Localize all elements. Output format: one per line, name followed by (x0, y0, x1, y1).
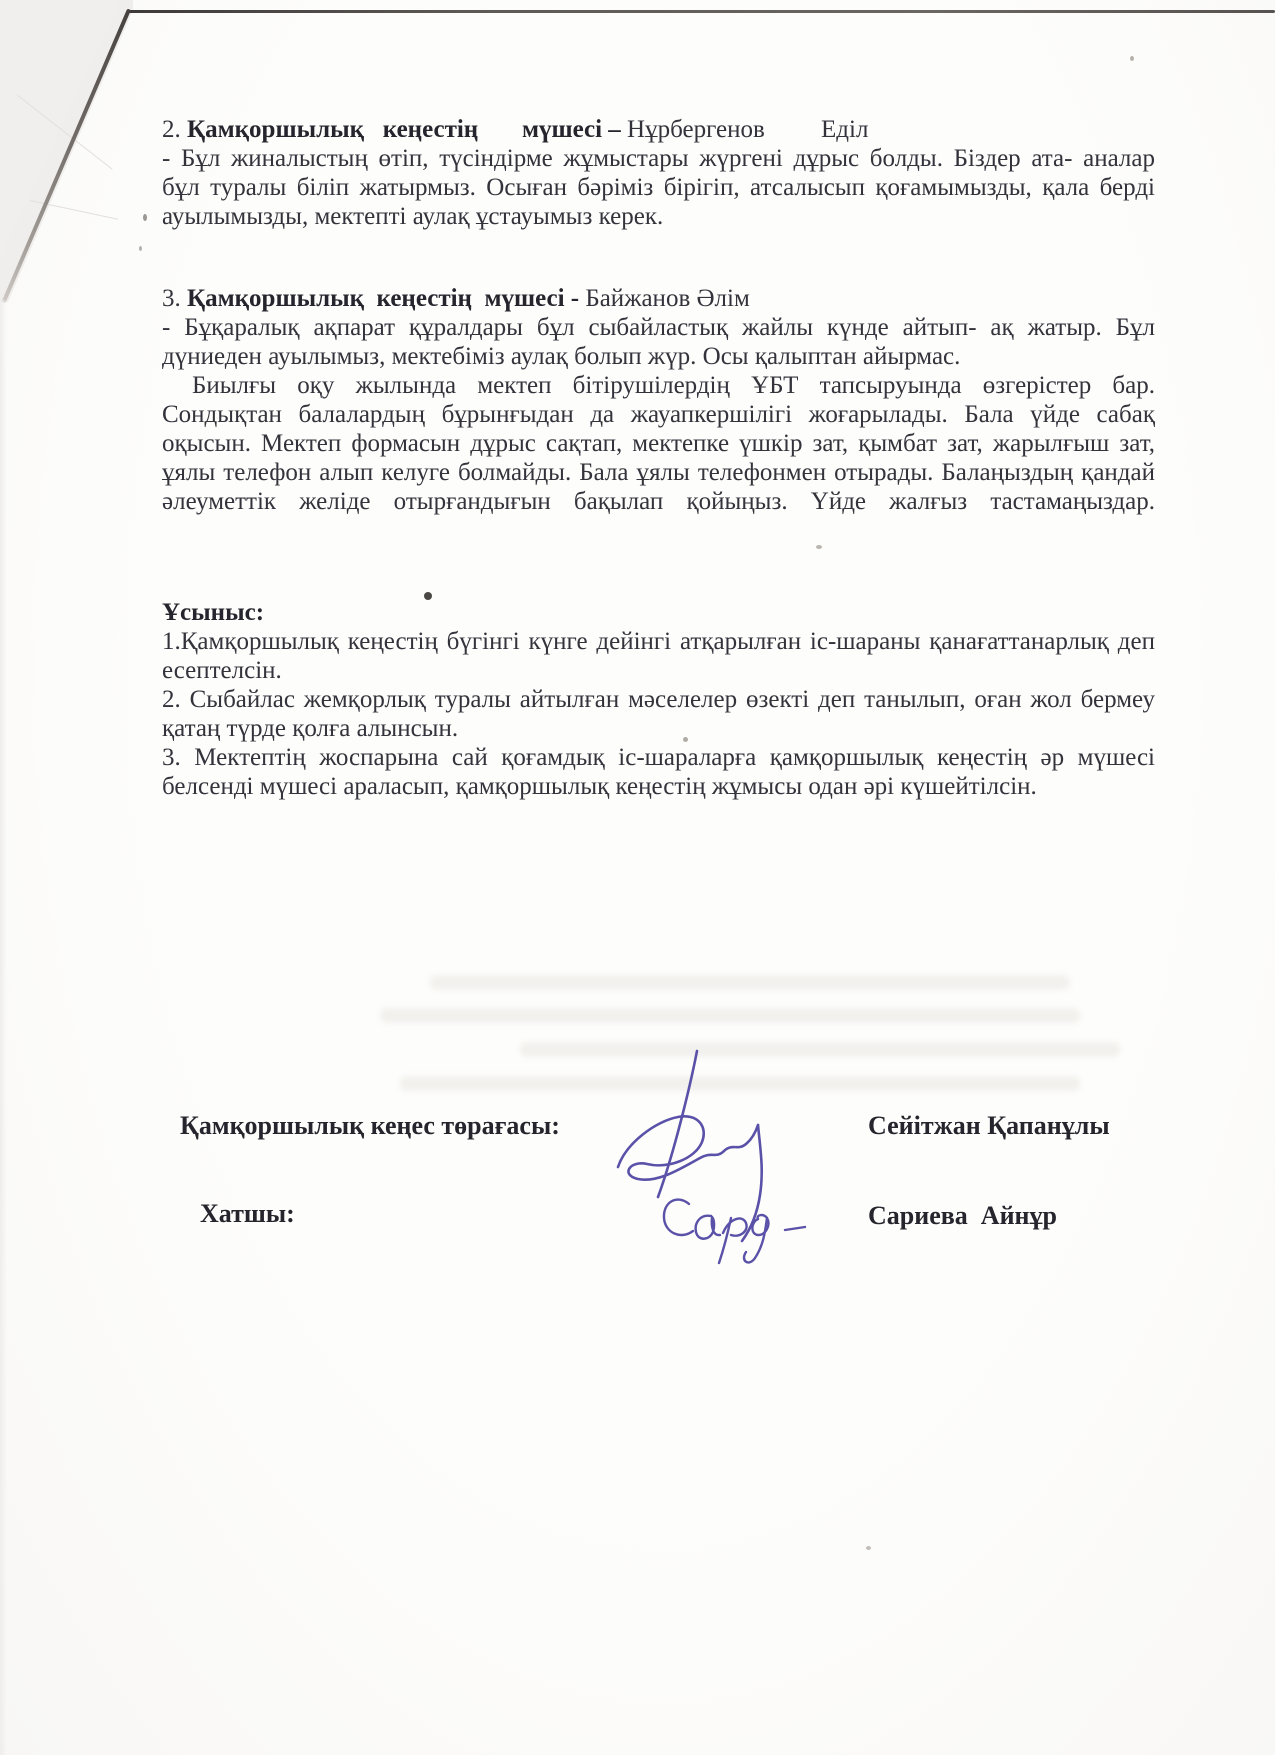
scan-speck (683, 737, 688, 742)
scan-speck (1130, 56, 1134, 61)
text-line: бұл туралы біліп жатырмыз. Осыған бәріміз бірігіп, атсалысып қоғамымызды, қала берді (162, 174, 1155, 201)
text-line: - Бұл жиналыстың өтіп, түсіндірме жұмыстары жүргені дұрыс болды. Біздер ата- аналар (162, 145, 1155, 172)
text-line: дүниеден ауылымыз, мектебіміз аулақ болып жүр. Осы қалыптан айырмас. (162, 343, 961, 370)
text-line: Сондықтан балалардың бұрынғыдан да жауапкершілігі жоғарылады. Бала үйде сабақ (162, 401, 1155, 428)
scan-speck (424, 592, 432, 600)
section-2-title: Қамқоршылық кеңестің мүшесі – (187, 116, 628, 143)
section-3-title: Қамқоршылық кеңестің мүшесі - (187, 285, 586, 312)
text-line: қатаң түрде қолға алынсын. (162, 715, 459, 742)
text-line: Биылғы оқу жылында мектеп бітірушілердің ҰБТ тапсыруында өзгерістер бар. (192, 372, 1155, 399)
chairman-label: Қамқоршылық кеңес төрағасы: (180, 1111, 560, 1140)
section-3 (162, 284, 1155, 516)
chairman-name: Сейітжан Қапанұлы (868, 1111, 1110, 1140)
secretary-name: Сариева Айнұр (868, 1201, 1057, 1230)
bleedthrough-mark (430, 975, 1070, 990)
text-line: оқысын. Мектеп формасын дұрыс сақтап, мектепке үшкір зат, қымбат зат, жарылғыш зат, (162, 430, 1155, 457)
text-line: - Бұқаралық ақпарат құралдары бұл сыбайластық жайлы күнде айтып- ақ жатыр. Бұл (162, 314, 1155, 341)
text-line: есептелсін. (162, 657, 282, 684)
proposal-heading: Ұсыныс: (162, 599, 265, 626)
text-line: белсенді мүшесі араласып, қамқоршылық кеңестің жұмысы одан әрі күшейтілсін. (162, 773, 1037, 800)
text-line: әлеуметтік желіде отырғандығын бақылап қойыңыз. Үйде жалғыз тастамаңыздар. (162, 488, 1155, 515)
scan-speck (139, 246, 142, 251)
proposal-section (162, 598, 1155, 801)
section-2-speaker-name: Нұрбергенов Еділ (627, 116, 869, 143)
text-line: 1.Қамқоршылық кеңестің бүгінгі күнге дейінгі атқарылған іс-шараны қанағаттанарлық деп (162, 628, 1155, 655)
text-line: 3. Мектептің жоспарына сай қоғамдық іс-шараларға қамқоршылық кеңестің әр мүшесі (162, 744, 1155, 771)
secretary-label: Хатшы: (200, 1199, 295, 1228)
scan-speck (143, 214, 147, 221)
text-line: ауылымызды, мектепті аулақ ұстауымыз керек. (162, 203, 664, 230)
text-line: 2. Сыбайлас жемқорлық туралы айтылған мәселелер өзекті деп танылып, оған жол бермеу (162, 686, 1155, 713)
scan-top-edge-shadow (128, 10, 1275, 13)
text-line: ұялы телефон алып келуге болмайды. Бала ұялы телефонмен отырады. Балаңыздың қандай (162, 459, 1155, 486)
scan-speck (816, 545, 822, 549)
bleedthrough-mark (380, 1008, 1080, 1023)
scan-left-edge-shade (0, 300, 7, 1755)
section-3-number: 3. (162, 285, 187, 312)
section-2-number: 2. (162, 116, 187, 143)
section-2 (162, 115, 1155, 231)
section-3-speaker-name: Байжанов Әлім (585, 285, 750, 312)
section-2-heading (162, 115, 1155, 144)
secretary-signature-ink (655, 1188, 830, 1273)
section-3-heading (162, 284, 1155, 313)
scan-speck (866, 1546, 871, 1550)
